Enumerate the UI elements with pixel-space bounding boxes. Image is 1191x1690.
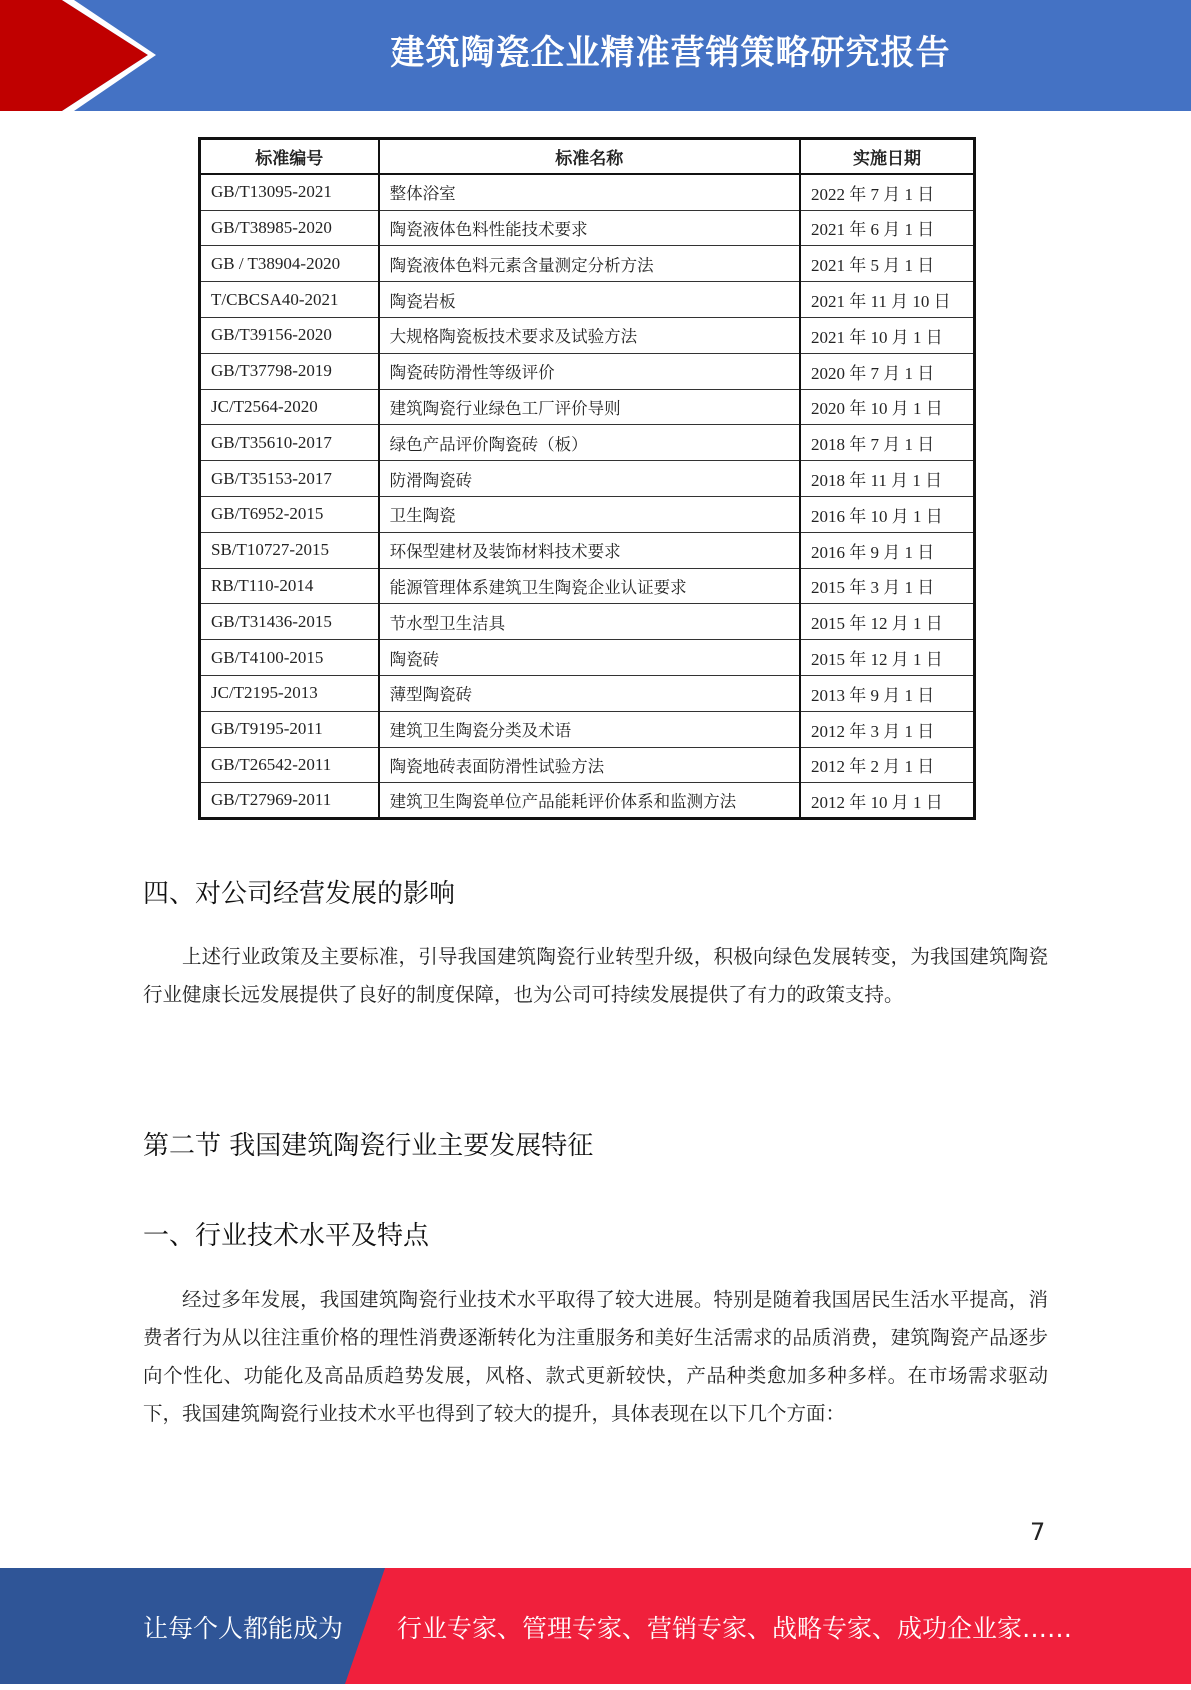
table-row: [200, 783, 975, 819]
cell-standard-name: 建筑陶瓷行业绿色工厂评价导则: [379, 389, 800, 425]
standards-table: [198, 137, 976, 820]
cell-standard-name: 薄型陶瓷砖: [379, 675, 800, 711]
cell-effective-date: 2020 年 10 月 1 日: [800, 389, 974, 425]
cell-effective-date: 2016 年 10 月 1 日: [800, 496, 974, 532]
cell-standard-name: 环保型建材及装饰材料技术要求: [379, 532, 800, 568]
cell-standard-number: GB/T27969-2011: [200, 783, 379, 819]
table-row: [200, 353, 975, 389]
section-heading-impact: 四、对公司经营发展的影响: [143, 879, 456, 909]
cell-standard-name: 建筑卫生陶瓷单位产品能耗评价体系和监测方法: [379, 783, 800, 819]
cell-effective-date: 2020 年 7 月 1 日: [800, 353, 974, 389]
cell-standard-number: GB/T38985-2020: [200, 210, 379, 246]
cell-standard-number: JC/T2195-2013: [200, 675, 379, 711]
cell-standard-name: 卫生陶瓷: [379, 496, 800, 532]
cell-standard-number: GB/T37798-2019: [200, 353, 379, 389]
cell-effective-date: 2018 年 11 月 1 日: [800, 461, 974, 497]
table-row: [200, 425, 975, 461]
table-row: [200, 604, 975, 640]
cell-standard-name: 陶瓷砖: [379, 640, 800, 676]
cell-standard-number: GB/T4100-2015: [200, 640, 379, 676]
table-row: [200, 246, 975, 282]
subsection-heading-technology: 一、行业技术水平及特点: [143, 1221, 430, 1251]
table-row: [200, 389, 975, 425]
cell-standard-name: 大规格陶瓷板技术要求及试验方法: [379, 317, 800, 353]
table-row: [200, 210, 975, 246]
table-header-row: [200, 139, 975, 175]
table-row: [200, 461, 975, 497]
table-row: [200, 747, 975, 783]
cell-standard-number: JC/T2564-2020: [200, 389, 379, 425]
cell-effective-date: 2016 年 9 月 1 日: [800, 532, 974, 568]
cell-standard-number: GB/T13095-2021: [200, 174, 379, 210]
cell-effective-date: 2021 年 5 月 1 日: [800, 246, 974, 282]
cell-standard-name: 绿色产品评价陶瓷砖（板）: [379, 425, 800, 461]
table-row: [200, 317, 975, 353]
page-number: 7: [1030, 1518, 1046, 1546]
cell-standard-name: 能源管理体系建筑卫生陶瓷企业认证要求: [379, 568, 800, 604]
column-header-effective-date: 实施日期: [800, 139, 974, 175]
cell-effective-date: 2022 年 7 月 1 日: [800, 174, 974, 210]
cell-effective-date: 2015 年 12 月 1 日: [800, 640, 974, 676]
column-header-standard-number: 标准编号: [200, 139, 379, 175]
cell-standard-name: 节水型卫生洁具: [379, 604, 800, 640]
paragraph-impact: 上述行业政策及主要标准，引导我国建筑陶瓷行业转型升级，积极向绿色发展转变，为我国建筑陶瓷行业健康长远发展提供了良好的制度保障，也为公司可持续发展提供了有力的政策支持。: [143, 945, 1048, 1006]
cell-standard-name: 陶瓷砖防滑性等级评价: [379, 353, 800, 389]
table-row: [200, 711, 975, 747]
page-footer: [0, 1568, 1191, 1684]
column-header-standard-name: 标准名称: [379, 139, 800, 175]
report-title: 建筑陶瓷企业精准营销策略研究报告: [390, 33, 951, 73]
page-header: [0, 0, 1191, 111]
cell-effective-date: 2015 年 3 月 1 日: [800, 568, 974, 604]
cell-standard-number: GB/T26542-2011: [200, 747, 379, 783]
cell-standard-number: GB/T31436-2015: [200, 604, 379, 640]
cell-standard-name: 陶瓷液体色料性能技术要求: [379, 210, 800, 246]
cell-standard-name: 陶瓷岩板: [379, 282, 800, 318]
cell-standard-name: 整体浴室: [379, 174, 800, 210]
cell-standard-number: T/CBCSA40-2021: [200, 282, 379, 318]
cell-standard-number: GB/T6952-2015: [200, 496, 379, 532]
chapter-heading: 第二节 我国建筑陶瓷行业主要发展特征: [143, 1131, 594, 1161]
cell-standard-number: RB/T110-2014: [200, 568, 379, 604]
cell-effective-date: 2012 年 3 月 1 日: [800, 711, 974, 747]
footer-slogan-right: 行业专家、管理专家、营销专家、战略专家、成功企业家……: [397, 1614, 1073, 1643]
cell-standard-number: GB / T38904-2020: [200, 246, 379, 282]
cell-standard-name: 建筑卫生陶瓷分类及术语: [379, 711, 800, 747]
table-row: [200, 532, 975, 568]
cell-standard-number: GB/T39156-2020: [200, 317, 379, 353]
cell-effective-date: 2018 年 7 月 1 日: [800, 425, 974, 461]
cell-standard-name: 陶瓷地砖表面防滑性试验方法: [379, 747, 800, 783]
table-row: [200, 496, 975, 532]
paragraph-technology: 经过多年发展，我国建筑陶瓷行业技术水平取得了较大进展。特别是随着我国居民生活水平提高，消费者行为从以往注重价格的理性消费逐渐转化为注重服务和美好生活需求的品质消费，建筑陶瓷产品逐步向个性化、功能化及高品质趋势发展，风格、款式更新较快，产品种类愈加多种多样。在市场需求驱动下，我国建筑陶瓷行业技术水平也得到了较大的提升，具体表现在以下几个方面：: [143, 1288, 1048, 1425]
table-row: [200, 640, 975, 676]
cell-standard-name: 陶瓷液体色料元素含量测定分析方法: [379, 246, 800, 282]
cell-effective-date: 2021 年 6 月 1 日: [800, 210, 974, 246]
table-row: [200, 174, 975, 210]
table-row: [200, 568, 975, 604]
cell-effective-date: 2012 年 10 月 1 日: [800, 783, 974, 819]
footer-slogan-left: 让每个人都能成为: [143, 1614, 344, 1643]
cell-standard-number: GB/T9195-2011: [200, 711, 379, 747]
table-row: [200, 675, 975, 711]
cell-effective-date: 2012 年 2 月 1 日: [800, 747, 974, 783]
cell-standard-name: 防滑陶瓷砖: [379, 461, 800, 497]
cell-standard-number: GB/T35153-2017: [200, 461, 379, 497]
table-body: [200, 174, 975, 818]
cell-effective-date: 2015 年 12 月 1 日: [800, 604, 974, 640]
cell-effective-date: 2021 年 11 月 10 日: [800, 282, 974, 318]
cell-standard-number: SB/T10727-2015: [200, 532, 379, 568]
table-row: [200, 282, 975, 318]
cell-standard-number: GB/T35610-2017: [200, 425, 379, 461]
cell-effective-date: 2021 年 10 月 1 日: [800, 317, 974, 353]
cell-effective-date: 2013 年 9 月 1 日: [800, 675, 974, 711]
